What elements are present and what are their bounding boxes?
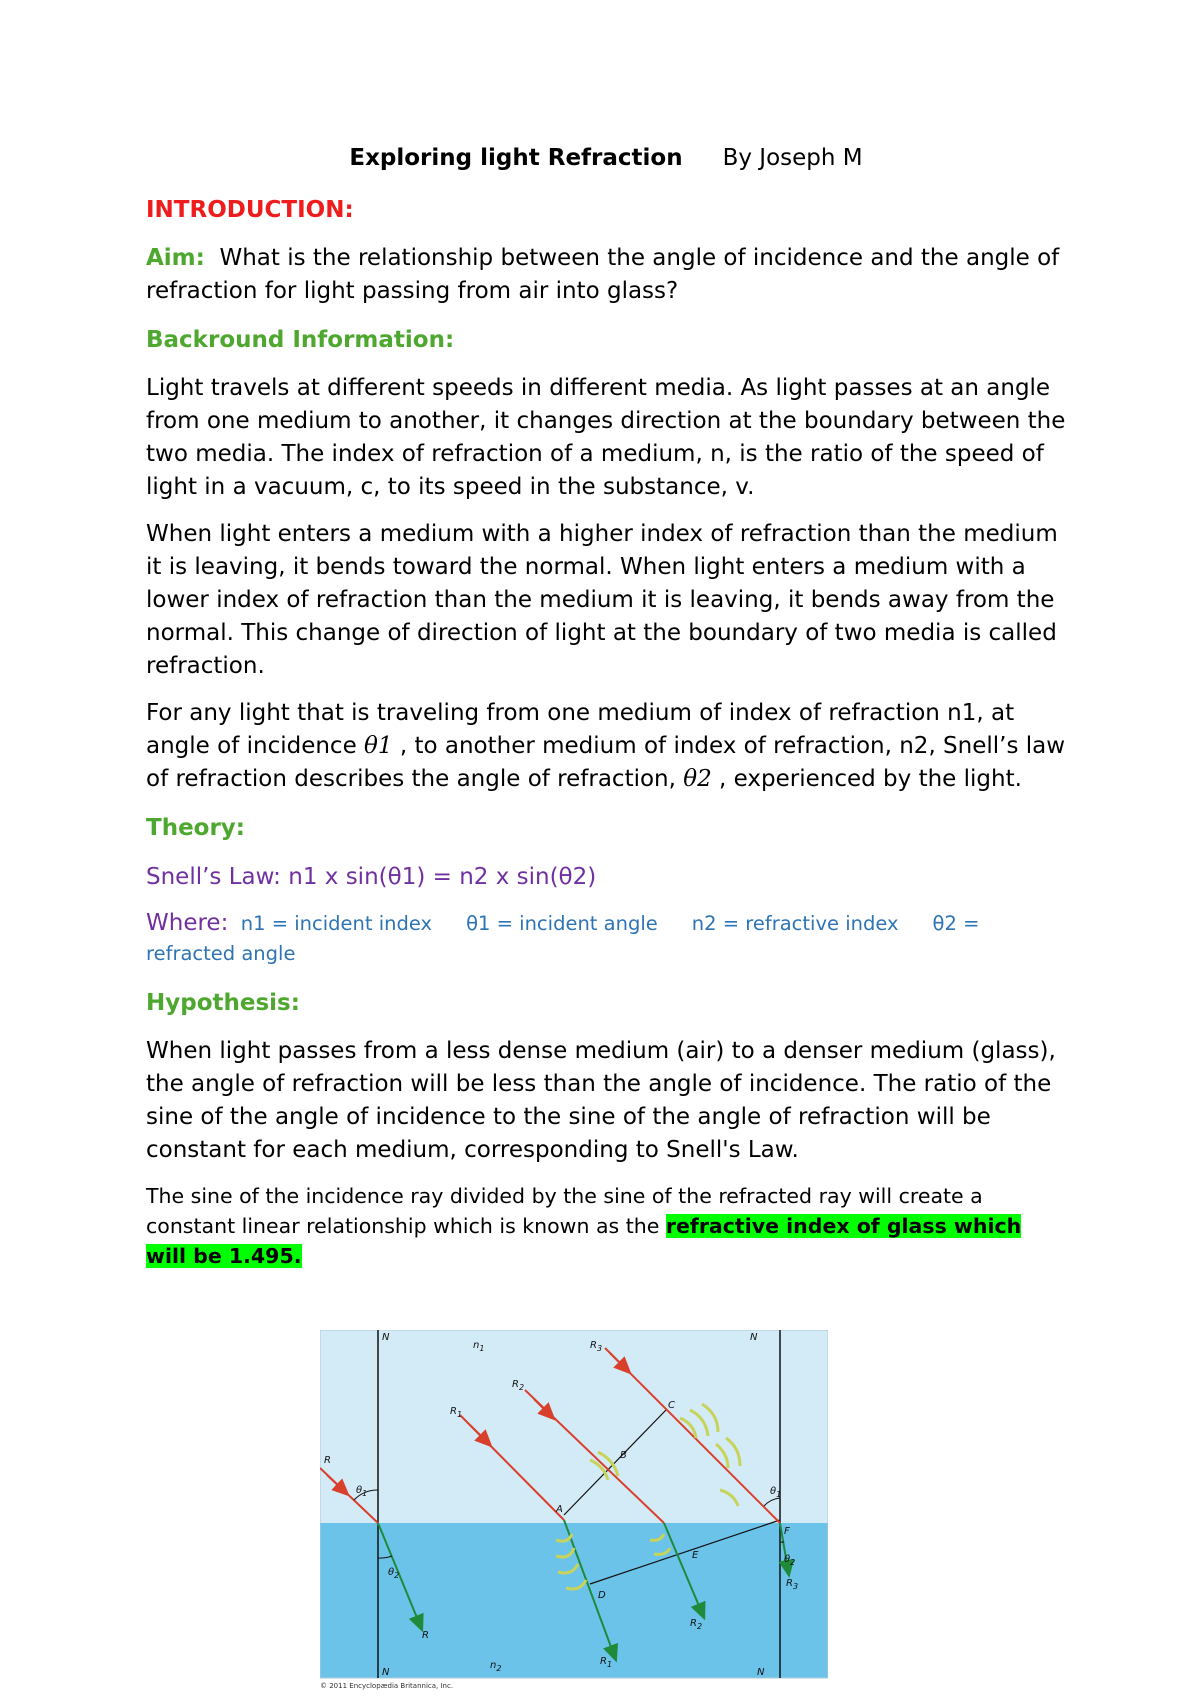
label-r2: $R_2$ (512, 1379, 525, 1392)
label-r1: $R_1$ (450, 1406, 463, 1419)
label-theta2-right: $\theta_2$ (784, 1554, 796, 1567)
label-e: E (692, 1550, 699, 1561)
title-line (146, 140, 1066, 176)
label-r1-refracted: $R_1$ (600, 1656, 613, 1669)
theta-2-symbol: θ2 (683, 766, 712, 792)
aim-label: Aim: (146, 245, 205, 271)
background-paragraph-3: For any light that is traveling from one medium of index of refraction n1, at angle of incidence θ1 , to another medium of index of refraction, n2, Snell’s law of refraction describes the angle of refraction, θ2 , experienced by the light. (146, 700, 1066, 792)
label-n-left-top: N (382, 1332, 390, 1343)
theta-1-symbol: θ1 (364, 733, 393, 759)
where-label: Where: (146, 910, 229, 936)
background-paragraph-2: When light enters a medium with a higher index of refraction than the medium it is leaving, it bends toward the normal. When light enters a medium with a lower index of refraction than the medium it is leaving, it bends away from the normal. This change of direction of light at the boundary of two media is called refraction. (146, 521, 1058, 679)
refraction-diagram (320, 1330, 828, 1690)
label-b: B (620, 1450, 627, 1461)
aim-text: What is the relationship between the angle of incidence and the angle of refraction for light passing from air into glass? (146, 245, 1060, 304)
snells-law-line (146, 860, 1066, 894)
hypothesis-paragraph-2: The sine of the incidence ray divided by the sine of the refracted ray will create a constant linear relationship which is known as the refractive index of glass which will be 1.495. (146, 1184, 1022, 1268)
label-r3: $R_3$ (590, 1340, 603, 1353)
label-theta2-left: $\theta_2$ (388, 1567, 400, 1580)
label-r3-refracted: $R_3$ (786, 1578, 799, 1591)
label-n-right-top: N (750, 1332, 758, 1343)
label-d: D (598, 1590, 606, 1601)
theory-heading: Theory: (146, 815, 245, 841)
label-c: C (668, 1400, 675, 1411)
introduction-heading: INTRODUCTION: (146, 197, 354, 223)
document-body (146, 140, 1066, 1285)
label-f: F (784, 1526, 790, 1537)
label-n-right-bottom: N (757, 1667, 765, 1678)
snell-formula: n1 x sin(θ1) = n2 x sin(θ2) (288, 864, 597, 890)
where-theta1: θ1 = incident angle (466, 912, 658, 935)
label-n1: $n_1$ (473, 1340, 485, 1353)
hypothesis-heading: Hypothesis: (146, 990, 300, 1016)
hypothesis-paragraph-1: When light passes from a less dense medium (air) to a denser medium (glass), the angle of refraction will be less than the angle of incidence. The ratio of the sine of the angle of incidence to the sine of the angle of refraction will be constant for each medium, corresponding to Snell's Law. (146, 1038, 1056, 1163)
label-r-incident: R (324, 1455, 331, 1466)
highlighted-refractive-index: refractive index of glass which will be 1.495. (146, 1214, 1022, 1268)
author: By Joseph M (722, 145, 863, 171)
background-paragraph-1: Light travels at different speeds in different media. As light passes at an angle from one medium to another, it changes direction at the boundary between the two media. The index of refraction of a medium, n, is the ratio of the speed of light in a vacuum, c, to its speed in the substance, v. (146, 375, 1066, 500)
where-n1: n1 = incident index (240, 912, 433, 935)
page-title: Exploring light Refraction (349, 145, 683, 171)
label-n-left-bottom: N (382, 1667, 390, 1678)
label-theta1-left: $\theta_1$ (356, 1485, 368, 1498)
label-r2-refracted: $R_2$ (690, 1618, 703, 1631)
snell-label: Snell’s Law: (146, 864, 281, 890)
label-r-refracted: R (422, 1630, 429, 1641)
label-theta1-right: $\theta_1$ (770, 1486, 782, 1499)
copyright-notice: © 2011 Encyclopædia Britannica, Inc. (320, 1682, 454, 1690)
aim-paragraph (146, 242, 1066, 308)
label-n2: $n_2$ (490, 1660, 502, 1673)
where-n2: n2 = refractive index (691, 912, 899, 935)
label-a: A (556, 1504, 563, 1515)
where-theta2: θ2 = refracted angle (146, 912, 980, 965)
refraction-diagram-svg (320, 1330, 828, 1690)
where-definitions (146, 908, 1066, 969)
background-heading: Backround Information: (146, 327, 455, 353)
